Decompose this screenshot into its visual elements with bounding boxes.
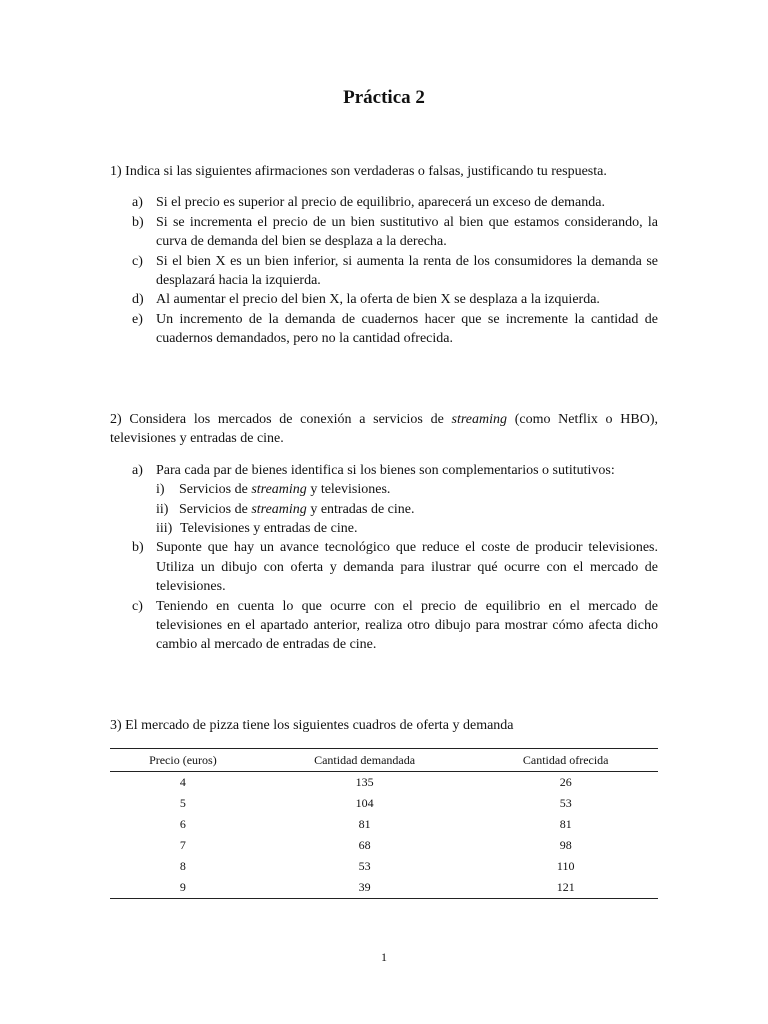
- list-item: [110, 310, 658, 349]
- list-item-text: Si el precio es superior al precio de equilibrio, aparecerá un exceso de demanda.: [156, 195, 605, 211]
- list-marker: e): [132, 311, 143, 327]
- list-item-text: Si se incrementa el precio de un bien sustitutivo al bien que estamos considerando, la curva de demanda del bien se desplaza a la derecha.: [156, 214, 658, 250]
- list-item-text: Un incremento de la demanda de cuadernos hacer que se incremente la cantidad de cuadernos demandados, pero no la cantidad ofrecida.: [156, 311, 658, 347]
- question-2-intro: [110, 410, 658, 449]
- list-marker: a): [132, 462, 143, 478]
- sub-list-marker: ii): [156, 501, 169, 517]
- table-row: [110, 772, 658, 794]
- page-title: Práctica 2: [343, 87, 425, 108]
- table-cell: 53: [559, 796, 572, 810]
- table-row: [110, 856, 658, 877]
- page-number: 1: [381, 950, 387, 964]
- table-cell: 121: [556, 880, 575, 894]
- list-item: [110, 193, 658, 212]
- table-row: [110, 835, 658, 856]
- table-cell: 5: [179, 796, 186, 810]
- sub-list-marker: iii): [156, 521, 173, 537]
- sub-item-emphasis: streaming: [251, 501, 307, 517]
- question-2-list: [110, 461, 658, 655]
- list-item-text: Suponte que hay un avance tecnológico que reduce el coste de producir televisiones. Utiliza un dibujo con oferta y demanda para ilustrar qué ocurre con el mercado de televisiones.: [156, 540, 658, 595]
- table-cell: 81: [358, 817, 371, 831]
- sub-item-text: Servicios de: [179, 501, 252, 517]
- table-cell: 6: [179, 817, 186, 831]
- sub-item-emphasis: streaming: [251, 482, 307, 498]
- question-1: [110, 162, 658, 349]
- table-cell: 81: [559, 817, 572, 831]
- sub-list-item: [156, 519, 658, 538]
- table-cell: 98: [559, 838, 572, 852]
- list-marker: d): [132, 292, 144, 308]
- table-cell: 7: [179, 838, 186, 852]
- list-item: [110, 597, 658, 655]
- list-marker: c): [132, 598, 143, 614]
- table-cell: 68: [358, 838, 371, 852]
- list-marker: a): [132, 195, 143, 211]
- table-header-row: [110, 749, 658, 772]
- sub-item-text: y entradas de cine.: [306, 501, 415, 517]
- table-row: [110, 814, 658, 835]
- question-2: [110, 410, 658, 655]
- table-cell: 8: [179, 859, 186, 873]
- list-marker: c): [132, 253, 143, 269]
- sub-list: [156, 480, 658, 538]
- table-row: [110, 793, 658, 814]
- list-marker: b): [132, 214, 144, 230]
- supply-demand-table: [110, 748, 658, 899]
- intro-emphasis: streaming: [451, 412, 507, 427]
- list-item: [110, 252, 658, 291]
- column-header-price: Precio (euros): [110, 749, 256, 772]
- question-1-intro: 1) Indica si las siguientes afirmaciones son verdaderas o falsas, justificando tu respuesta.: [110, 164, 607, 179]
- list-item: [110, 461, 658, 539]
- sub-item-text: Televisiones y entradas de cine.: [180, 521, 358, 537]
- table-cell: 26: [559, 775, 572, 789]
- list-item-text: Si el bien X es un bien inferior, si aumenta la renta de los consumidores la demanda se desplazará hacia la izquierda.: [156, 253, 658, 289]
- table-cell: 110: [556, 859, 575, 873]
- table-cell: 135: [355, 775, 374, 789]
- sub-list-item: [156, 500, 658, 519]
- sub-item-text: y televisiones.: [306, 482, 391, 498]
- table-cell: 104: [355, 796, 374, 810]
- column-header-quantity-supplied: Cantidad ofrecida: [473, 749, 658, 772]
- question-3-intro: 3) El mercado de pizza tiene los siguientes cuadros de oferta y demanda: [110, 718, 514, 733]
- sub-list-item: [156, 480, 658, 499]
- question-3: [110, 716, 658, 735]
- list-item-text: Para cada par de bienes identifica si los bienes son complementarios o sutitutivos:: [156, 462, 615, 478]
- list-item-text: Teniendo en cuenta lo que ocurre con el precio de equilibrio en el mercado de televisiones en el apartado anterior, realiza otro dibujo para mostrar cómo afecta dicho cambio al mercado de entradas de cine.: [156, 598, 658, 653]
- table-row: [110, 877, 658, 899]
- intro-text: (como Netflix o HBO), televisiones y entradas de cine.: [110, 412, 658, 447]
- sub-item-text: Servicios de: [179, 482, 252, 498]
- intro-text: 2) Considera los mercados de conexión a servicios de: [110, 412, 452, 427]
- list-item-text: Al aumentar el precio del bien X, la oferta de bien X se desplaza a la izquierda.: [156, 292, 600, 308]
- table-cell: 9: [179, 880, 186, 894]
- list-item: [110, 213, 658, 252]
- column-header-quantity-demanded: Cantidad demandada: [256, 749, 474, 772]
- table-cell: 53: [358, 859, 371, 873]
- list-item: [110, 290, 658, 309]
- question-1-list: [110, 193, 658, 348]
- table-cell: 39: [358, 880, 371, 894]
- sub-list-marker: i): [156, 482, 165, 498]
- list-marker: b): [132, 540, 144, 556]
- table-cell: 4: [179, 775, 186, 789]
- list-item: [110, 538, 658, 596]
